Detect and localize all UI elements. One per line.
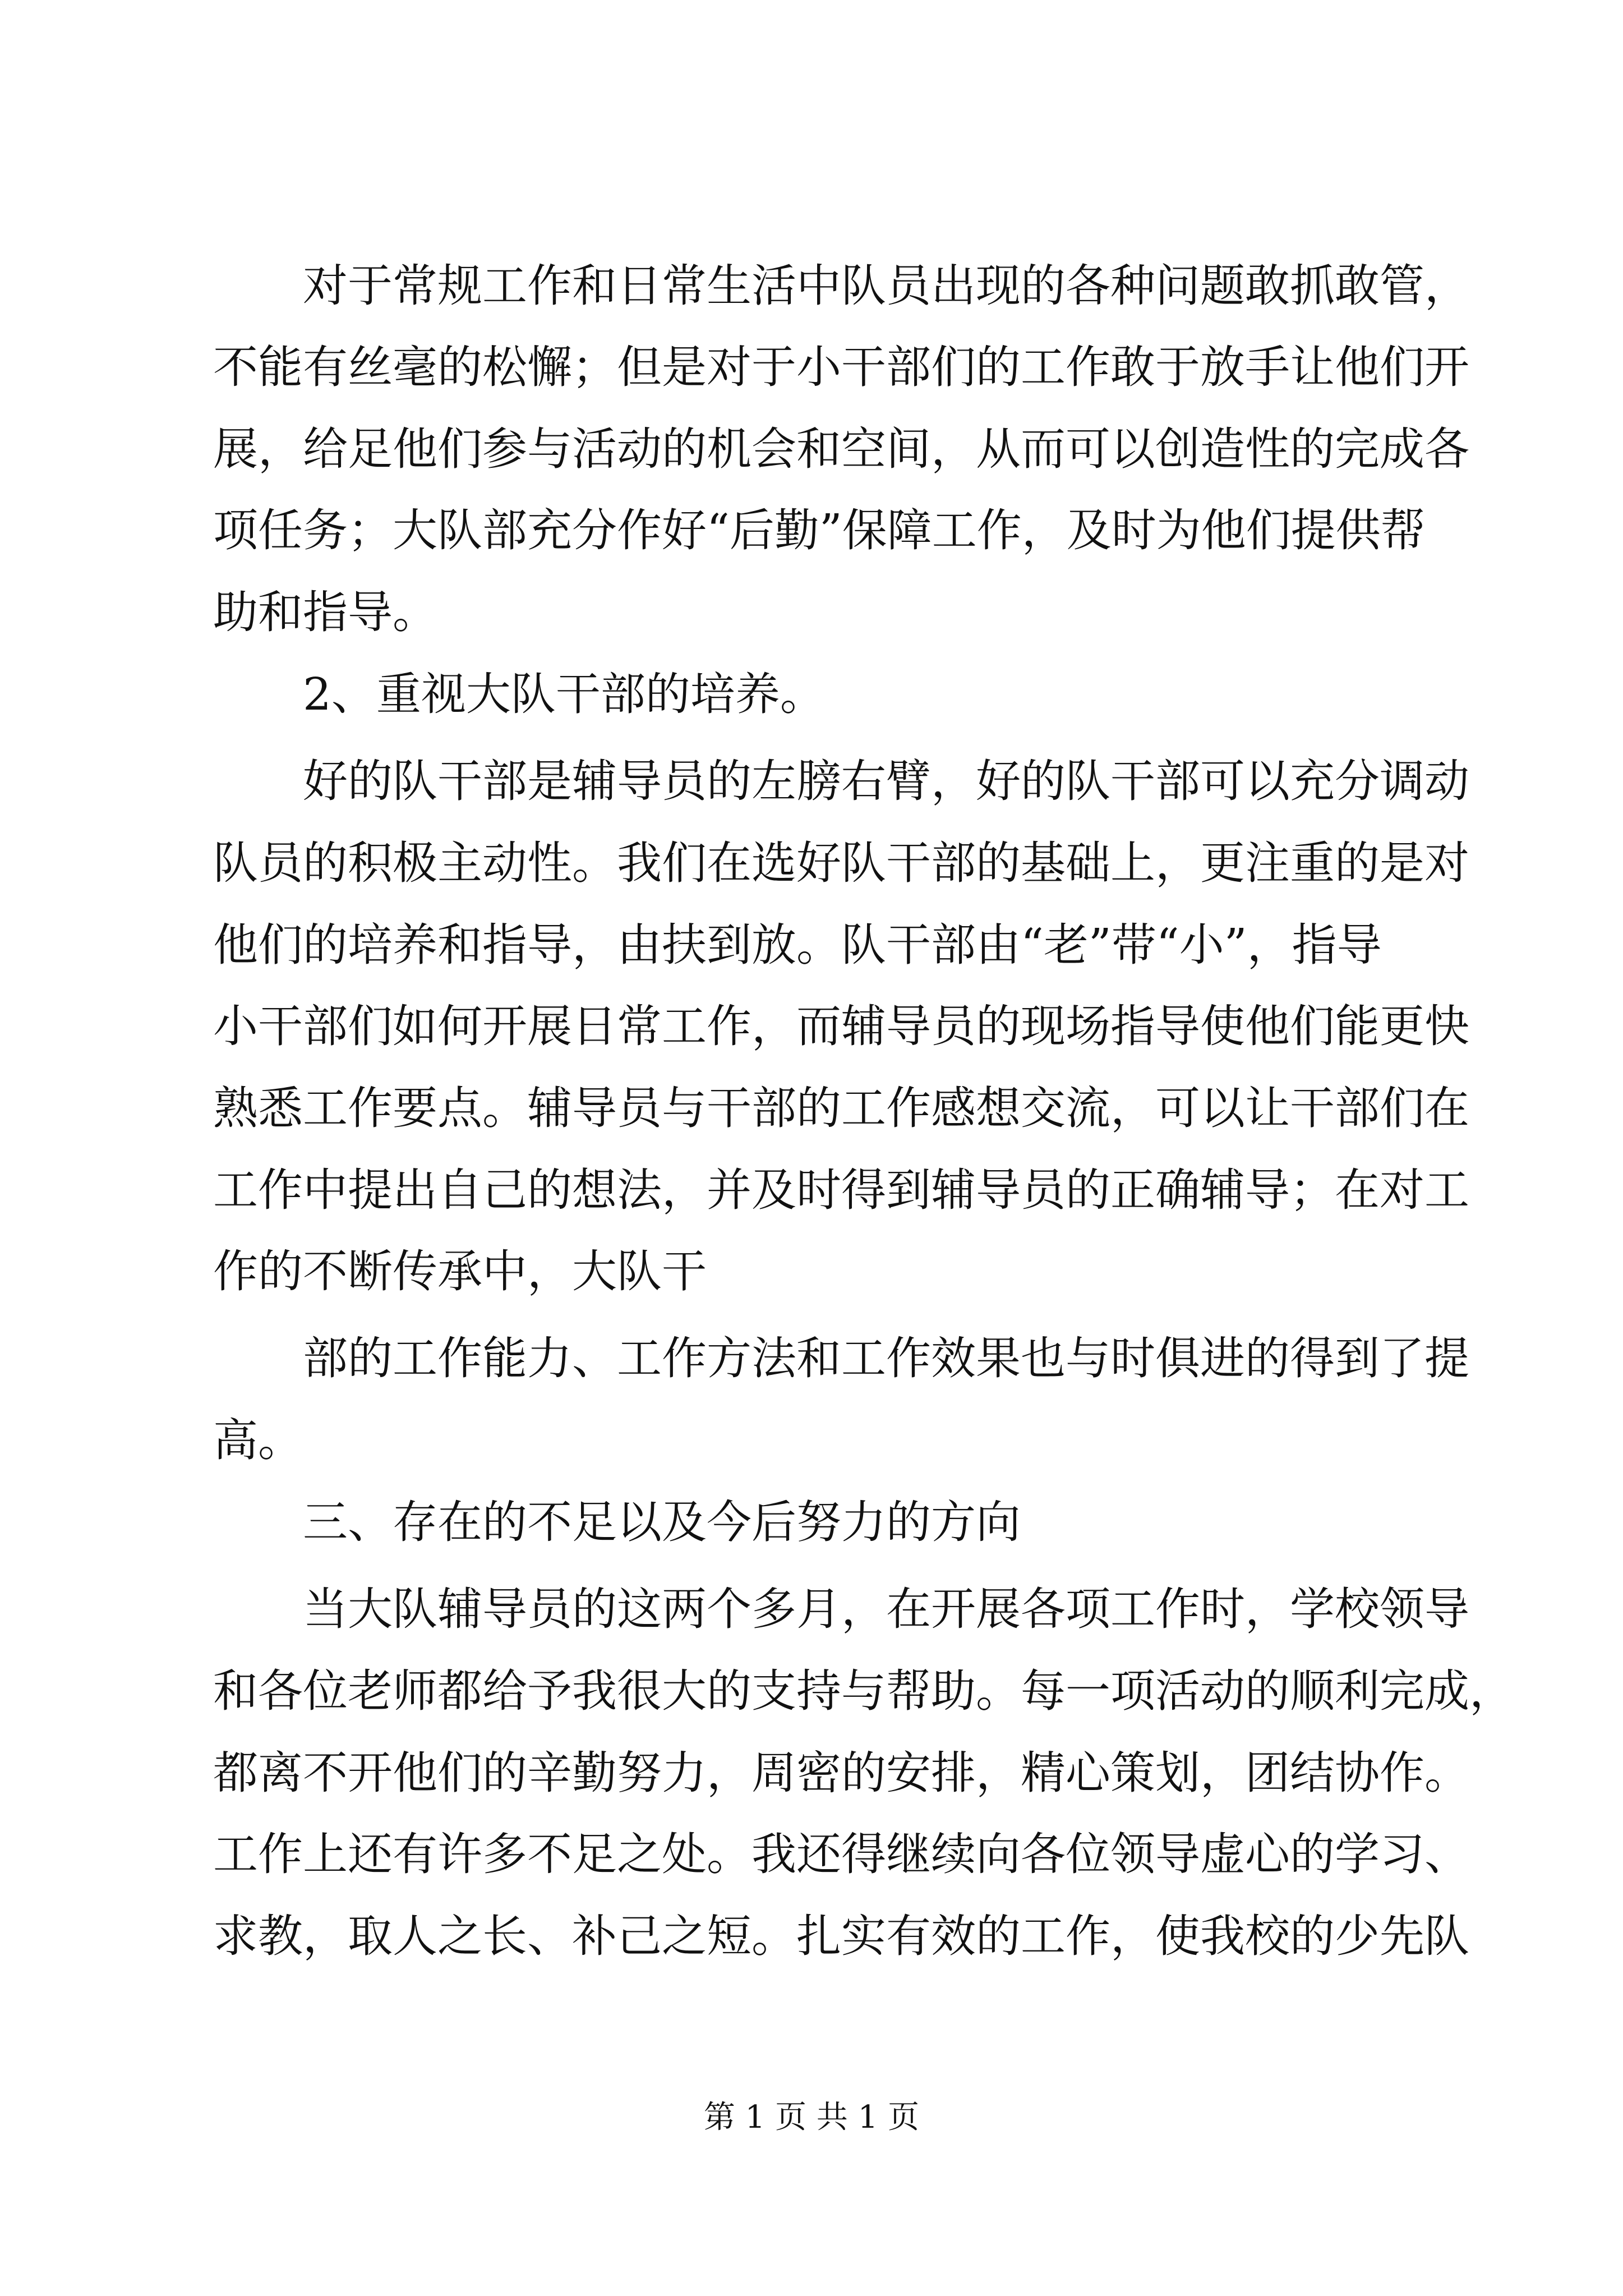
paragraph-line: 项任务；大队部充分作好“后勤”保障工作，及时为他们提供帮 — [213, 504, 1426, 556]
paragraph-line: 他们的培养和指导，由扶到放。队干部由“老”带“小”，指导 — [213, 919, 1382, 971]
paragraph-line: 不能有丝毫的松懈；但是对于小干部们的工作敢于放手让他们开 — [213, 341, 1469, 393]
paragraph-line: 好的队干部是辅导员的左膀右臂，好的队干部可以充分调动 — [303, 755, 1469, 807]
paragraph-line: 都离不开他们的辛勤努力，周密的安排，精心策划，团结协作。 — [213, 1747, 1469, 1799]
paragraph-line: 队员的积极主动性。我们在选好队干部的基础上，更注重的是对 — [213, 837, 1469, 889]
paragraph-line: 部的工作能力、工作方法和工作效果也与时俱进的得到了提 — [303, 1332, 1469, 1384]
paragraph-line: 当大队辅导员的这两个多月，在开展各项工作时，学校领导 — [303, 1583, 1469, 1635]
page-number-footer: 第 1 页 共 1 页 — [703, 2099, 920, 2136]
paragraph-line: 小干部们如何开展日常工作，而辅导员的现场指导使他们能更快 — [213, 1000, 1469, 1052]
paragraph-line: 熟悉工作要点。辅导员与干部的工作感想交流，可以让干部们在 — [213, 1082, 1469, 1134]
paragraph-line: 助和指导。 — [213, 586, 437, 638]
paragraph-line: 高。 — [213, 1414, 303, 1466]
paragraph-line: 求教，取人之长、补己之短。扎实有效的工作，使我校的少先队 — [213, 1910, 1469, 1962]
paragraph-line: 对于常规工作和日常生活中队员出现的各种问题敢抓敢管， — [303, 260, 1469, 312]
paragraph-line: 工作上还有许多不足之处。我还得继续向各位领导虚心的学习、 — [213, 1828, 1469, 1880]
paragraph-line: 作的不断传承中，大队干 — [213, 1245, 707, 1297]
paragraph-line: 和各位老师都给予我很大的支持与帮助。每一项活动的顺利完成， — [213, 1665, 1514, 1717]
section-heading: 2、重视大队干部的培养。 — [303, 668, 825, 720]
paragraph-line: 展，给足他们参与活动的机会和空间，从而可以创造性的完成各 — [213, 423, 1469, 475]
paragraph-line: 工作中提出自己的想法，并及时得到辅导员的正确辅导；在对工 — [213, 1164, 1469, 1216]
section-heading: 三、存在的不足以及今后努力的方向 — [303, 1496, 1021, 1548]
